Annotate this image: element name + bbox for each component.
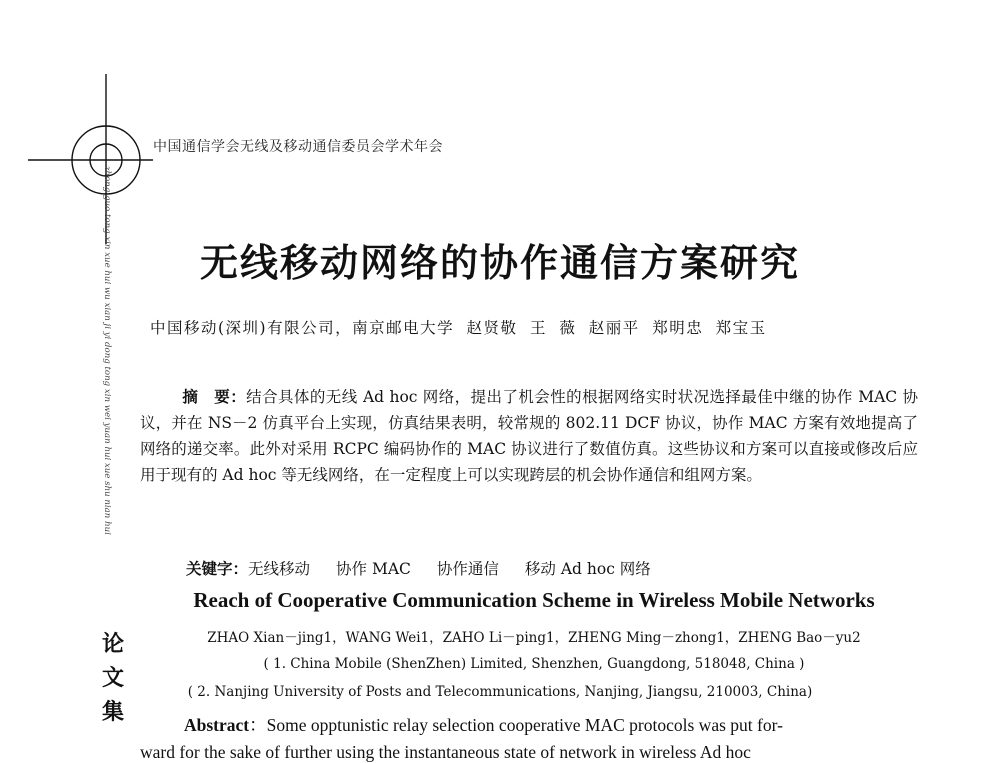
- sidebar-pinyin-text: zhong guo tong xin xue hui wu xian ji yi dong tong xin wei yuan hui xue shu nian hui: [102, 166, 112, 535]
- keyword-item: 无线移动: [248, 560, 311, 578]
- authors-en: ZHAO Xian－jing1，WANG Wei1，ZAHO Li－ping1，ZHENG Ming－zhong1，ZHENG Bao－yu2: [207, 630, 861, 646]
- keyword-item: 协作通信: [436, 560, 499, 578]
- sidebar-title-char: 论: [101, 632, 124, 657]
- sidebar-title-char: 集: [101, 700, 124, 725]
- abstract-en-line-2: ward for the sake of further using the instantaneous state of network in wireless Ad hoc: [140, 742, 751, 762]
- abstract-zh: [140, 384, 918, 488]
- affiliation-2: ( 2. Nanjing University of Posts and Telecommunications, Nanjing, Jiangsu, 210003, China): [187, 684, 813, 700]
- sidebar-title-char: 文: [101, 666, 124, 691]
- abstract-zh-label: 摘 要：: [182, 387, 247, 406]
- abstract-en-label: Abstract: [184, 715, 250, 735]
- paper-title-en: Reach of Cooperative Communication Scheme in Wireless Mobile Networks: [193, 588, 875, 612]
- abstract-zh-text: 结合具体的无线 Ad hoc 网络，提出了机会性的根据网络实时状况选择最佳中继的协作 MAC 协议，并在 NS－2 仿真平台上实现，仿真结果表明，较常规的 802.11 DCF 协议，协作 MAC 方案有效地提高了网络的递交率。此外对采用 RCPC 编码协作的 MAC 协议进行了数值仿真。这些协议和方案可以直接或修改后应用于现有的 Ad hoc 等无线网络，在一定程度上可以实现跨层的机会协作通信和组网方案。: [140, 388, 918, 484]
- paper-title-zh: 无线移动网络的协作通信方案研究: [199, 241, 800, 285]
- affiliation-1: ( 1. China Mobile (ShenZhen) Limited, Shenzhen, Guangdong, 518048, China ): [263, 656, 805, 672]
- abstract-en-text-1: ：Some opptunistic relay selection cooperative MAC protocols was put for-: [249, 715, 783, 735]
- authors-zh: 中国移动(深圳)有限公司，南京邮电大学 赵贤敬 王 薇 赵丽平 郑明忠 郑宝玉: [150, 319, 767, 337]
- abstract-en-line-1: [184, 712, 918, 737]
- keyword-item: 协作 MAC: [336, 560, 411, 578]
- keyword-item: 移动 Ad hoc 网络: [524, 560, 651, 578]
- keywords: [186, 557, 677, 579]
- keywords-label: 关键字：: [186, 559, 249, 578]
- journal-header: 中国通信学会无线及移动通信委员会学术年会: [153, 139, 443, 155]
